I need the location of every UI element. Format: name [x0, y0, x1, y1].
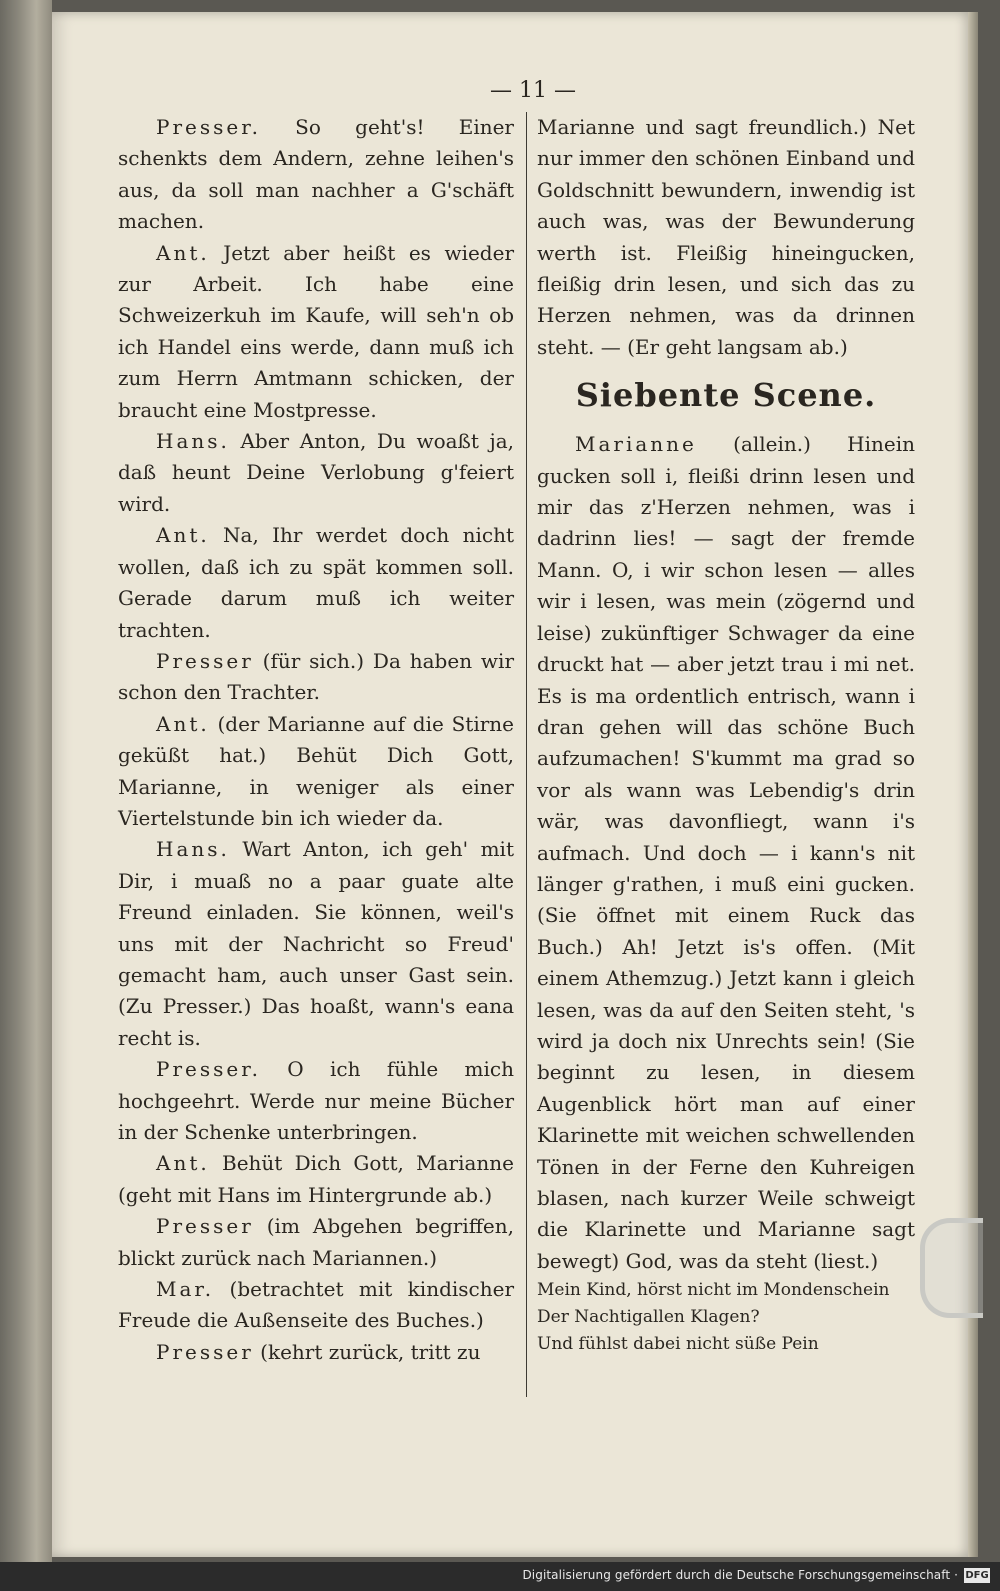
- speaker-name: Ant.: [156, 711, 210, 736]
- speaker-name: Presser.: [156, 115, 261, 139]
- speaker-name: Presser: [156, 648, 254, 673]
- speaker-name: Hans.: [156, 837, 230, 862]
- dialogue-text: (allein.) Hinein gucken soll i, fleißi drinn lesen und mir das z'Herzen nehmen, was i dadrinn lies! — sagt der fremde Mann. O, i wir schon lesen — alles wir i lesen, was mein (zögernd und leise) zukünftiger Schwager da eine druckt hat — aber jetzt trau i mi net. Es is ma ordentlich entrisch, wann i dran gehen will das schöne Buch aufzumachen! S'kummt ma grad so vor als wann was Lebendig's drin wär, was davonfliegt, wann i's aufmach. Und doch — i kann's nit länger g'rathen, i muß eini gucken. (Sie öffnet mit einem Ruck das Buch.) Ah! Jetzt is's offen. (Mit einem Athemzug.) Jetzt kann i gleich lesen, was da auf den Seiten steht, 's wird ja doch nix Unrechts sein! (Sie beginnt zu lesen, in diesem Augenblick hört man auf einer Klarinette mit weichen schwellenden Tönen in der Ferne den Kuhreigen blasen, nach kurzer Weile schweigt die Klarinette und Marianne sagt bewegt) God, was da steht (liest.): [537, 432, 916, 1273]
- dialogue-text: Jetzt aber heißt es wieder zur Arbeit. Ich habe eine Schweizerkuh im Kaufe, will seh'n ob ich Handel eins werde, dann muß ich zum Herrn Amtmann schicken, der braucht eine Mostpresse.: [118, 240, 514, 422]
- dialogue-text: Aber Anton, Du woaßt ja, daß heunt Deine Verlobung g'feiert wird.: [118, 429, 514, 516]
- page-clip: [920, 1218, 983, 1318]
- dialogue-paragraph: [118, 709, 514, 835]
- dialogue-text: (betrachtet mit kindischer Freude die Außenseite des Buches.): [118, 1277, 515, 1333]
- dialogue-paragraph: [118, 1211, 514, 1274]
- dialogue-paragraph: [118, 238, 514, 426]
- scene-heading: Siebente Scene.: [575, 376, 877, 415]
- column-divider: [526, 112, 527, 1397]
- dialogue-paragraph: [118, 1148, 514, 1211]
- continuation-paragraph: Marianne und sagt freundlich.) Net nur immer den schönen Einband und Goldschnitt bewundern, inwendig ist auch was, was der Bewunderung werth ist. Fleißig hineingucken, fleißig drin lesen, und sich das zu Herzen nehmen, was da drinnen steht. — (Er geht langsam ab.): [537, 115, 915, 359]
- speaker-name: Mar.: [156, 1277, 215, 1302]
- dialogue-paragraph: [118, 646, 514, 709]
- speaker-name: Marianne: [575, 432, 697, 457]
- verse-line: Mein Kind, hörst nicht im Mondenschein: [537, 1280, 890, 1301]
- speaker-name: Presser.: [156, 1057, 261, 1082]
- right-column: [537, 112, 915, 1358]
- dfg-logo-icon: DFG: [965, 1570, 989, 1581]
- speaker-name: Hans.: [156, 429, 230, 454]
- dialogue-paragraph: [537, 429, 915, 1277]
- verse-line: Und fühlst dabei nicht süße Pein: [537, 1334, 819, 1355]
- page-edge: [968, 12, 978, 1557]
- speaker-name: Presser: [156, 1214, 254, 1239]
- speaker-name: Ant.: [156, 240, 210, 265]
- dialogue-paragraph: [118, 834, 514, 1054]
- speaker-name: Ant.: [156, 1151, 210, 1176]
- left-column: [118, 112, 514, 1368]
- dialogue-paragraph: [118, 1274, 514, 1337]
- dialogue-text: Behüt Dich Gott, Marianne (geht mit Hans im Hintergrunde ab.): [118, 1151, 515, 1207]
- dialogue-text: Na, Ihr werdet doch nicht wollen, daß ich zu spät kommen soll. Gerade darum muß ich weiter trachten.: [118, 523, 514, 642]
- dialogue-text: So geht's! Einer schenkts dem Andern, zehne leihen's aus, da soll man nachher a G'schäft machen.: [118, 115, 514, 234]
- page-number: — 11 —: [490, 78, 576, 103]
- speaker-name: Ant.: [156, 523, 210, 548]
- dialogue-text: (der Marianne auf die Stirne geküßt hat.) Behüt Dich Gott, Marianne, in weniger als einer Viertelstunde bin ich wieder da.: [118, 711, 514, 830]
- dialogue-paragraph: [118, 1337, 514, 1368]
- verse-line: Der Nachtigallen Klagen?: [537, 1307, 760, 1328]
- dialogue-text: Wart Anton, ich geh' mit Dir, i muaß no a paar guate alte Freund einladen. Sie können, weil's uns mit der Nachricht so Freud' gemacht ham, auch unser Gast sein. (Zu Presser.) Das hoaßt, wann's eana recht is.: [118, 837, 514, 1050]
- dialogue-paragraph: [118, 426, 514, 520]
- speaker-name: Presser: [156, 1339, 254, 1364]
- dialogue-text: O ich fühle mich hochgeehrt. Werde nur meine Bücher in der Schenke unterbringen.: [118, 1057, 514, 1144]
- dialogue-paragraph: [118, 112, 514, 238]
- dialogue-text: (im Abgehen begriffen, blickt zurück nach Mariannen.): [118, 1214, 515, 1270]
- dialogue-paragraph: [118, 1054, 514, 1148]
- dialogue-text: (kehrt zurück, tritt zu: [260, 1339, 481, 1364]
- adjacent-page-strip: [0, 0, 52, 1591]
- dialogue-text: (für sich.) Da haben wir schon den Trachter.: [118, 648, 515, 705]
- dialogue-paragraph: [118, 520, 514, 646]
- funding-credit: Digitalisierung gefördert durch die Deutsche Forschungsgemeinschaft ·: [522, 1568, 958, 1582]
